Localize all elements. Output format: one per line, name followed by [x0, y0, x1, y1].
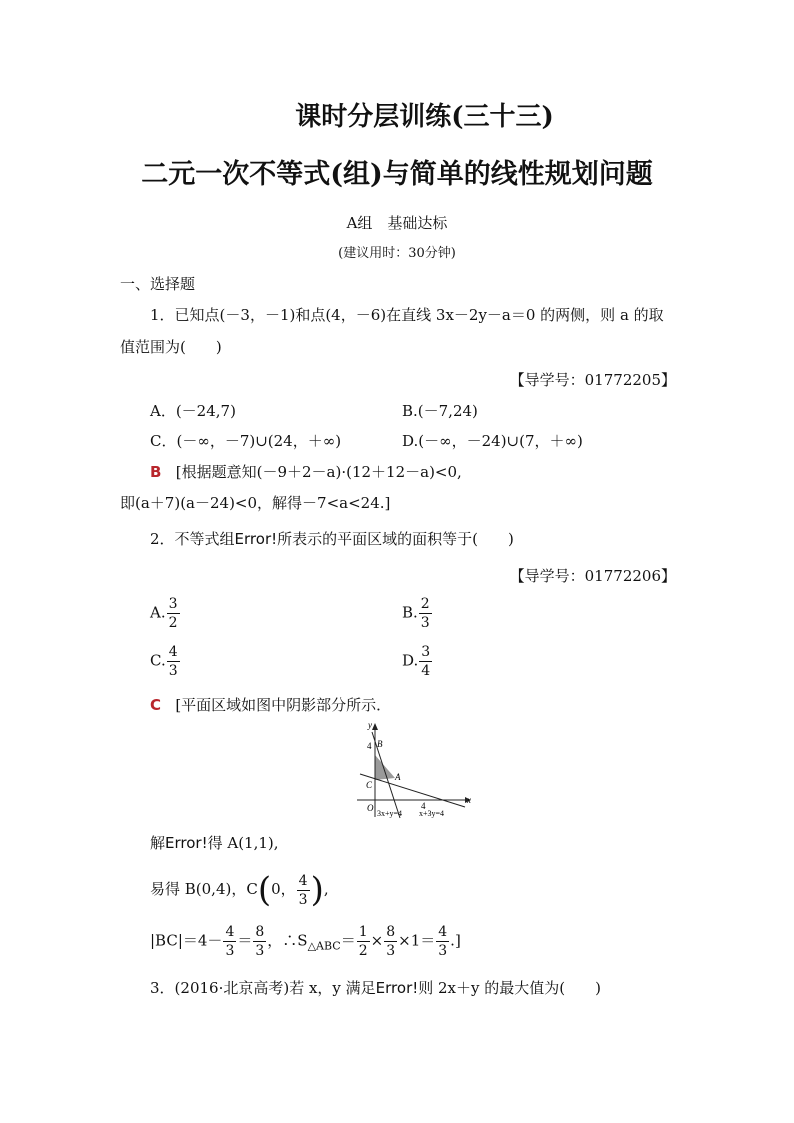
point-b-label: B	[377, 739, 383, 749]
q2-option-d: D. $\frac{3}{4}$	[402, 644, 431, 679]
q2-easy-line: 易得 B(0,4)，C(0， $\frac{4}{3}$ ),	[150, 870, 329, 910]
q1-explain-2: 即(a＋7)(a－24)<0，解得－7<a<24.]	[120, 494, 391, 512]
title-line-1: 课时分层训练(三十三)	[295, 102, 554, 132]
q2-solve-line: 解Error!得 A(1,1),	[150, 834, 279, 852]
q1-option-c: C．(－∞，－7)∪(24，＋∞)	[150, 432, 342, 450]
tick-x4: 4	[421, 801, 426, 811]
q2-answer-letter: C	[150, 696, 162, 714]
q1-explain-text: [根据题意知(－9＋2－a)·(12＋12－a)<0,	[175, 463, 462, 481]
q1-ref: 【导学号：01772205】	[509, 371, 676, 389]
q1-answer-letter: B	[150, 463, 162, 481]
q1-option-d: D.(－∞，－24)∪(7，＋∞)	[402, 432, 583, 450]
tick-y4: 4	[367, 741, 372, 751]
error-text: Error!	[234, 530, 278, 548]
y-arrow	[372, 723, 378, 730]
y-axis-label: y	[368, 722, 372, 730]
q1-text-cont: 值范围为( )	[120, 338, 222, 356]
title-line-2: 二元一次不等式(组)与简单的线性规划问题	[141, 159, 653, 190]
error-text: Error!	[375, 979, 419, 997]
point-a-label: A	[395, 772, 401, 782]
x-axis-label: x	[467, 795, 471, 805]
q2-option-a: A. $\frac{3}{2}$	[150, 596, 178, 631]
line1-label: 3x+y=4	[377, 809, 403, 818]
q2-text: 2．不等式组Error!所表示的平面区域的面积等于( )	[150, 530, 514, 548]
line-x-3y-4	[360, 774, 465, 807]
q2-explain-intro: C [平面区域如图中阴影部分所示．	[150, 696, 392, 714]
error-text: Error!	[165, 834, 208, 852]
q2-ref: 【导学号：01772206】	[509, 567, 676, 585]
q2-bc-line: |BC|＝4－ $\frac{4}{3}$ ＝ $\frac{8}{3}$ ，$\therefore S_{\triangle ABC}=$ $\frac{1}{2}$ × $\frac{8}{3}$ ×1＝ $\frac{4}{3}$ .]	[150, 924, 461, 959]
origin-label: O	[367, 803, 374, 813]
shaded-region	[375, 755, 395, 780]
time-hint: (建议用时：30分钟)	[338, 246, 456, 261]
q3-text: 3．(2016·北京高考)若 x，y 满足Error!则 2x＋y 的最大值为( )	[150, 979, 601, 997]
line2-label: x+3y=4	[419, 809, 445, 818]
q1-text: 1．已知点(－3，－1)和点(4，－6)在直线 3x－2y－a＝0 的两侧，则 a 的取	[150, 306, 664, 324]
section-title: 一、选择题	[120, 275, 196, 293]
q1-option-a: A．(－24,7)	[150, 402, 236, 420]
group-label: A组 基础达标	[346, 214, 448, 232]
q1-explain-1	[150, 461, 462, 482]
point-c-label: C	[366, 780, 373, 790]
q2-option-b: B. $\frac{2}{3}$	[402, 596, 430, 631]
q1-option-b: B.(－7,24)	[402, 402, 478, 420]
q2-option-c: C. $\frac{4}{3}$	[150, 644, 178, 679]
region-figure	[355, 722, 475, 822]
